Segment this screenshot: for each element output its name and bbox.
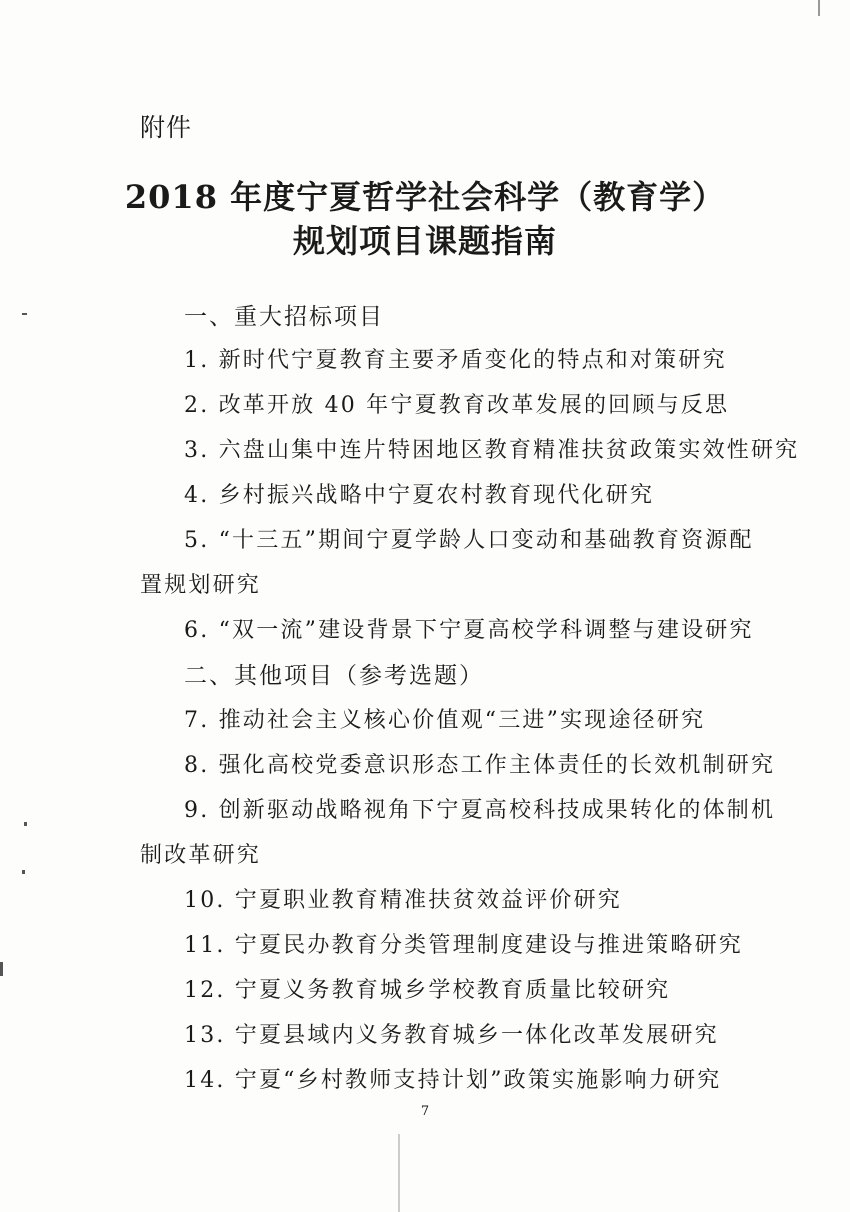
document-title-line-1: 2018 年度宁夏哲学社会科学（教育学） (124, 178, 726, 216)
scan-fold-line (398, 1134, 400, 1212)
document-title-line-2: 规划项目课题指南 (292, 222, 557, 260)
section-heading-other-projects: 二、其他项目（参考选题） (184, 663, 484, 689)
scan-speck (22, 313, 27, 315)
list-item: 3. 六盘山集中连片特困地区教育精准扶贫政策实效性研究 (184, 438, 800, 463)
list-item: 14. 宁夏“乡村教师支持计划”政策实施影响力研究 (184, 1068, 722, 1093)
list-item: 5. “十三五”期间宁夏学龄人口变动和基础教育资源配 (184, 528, 754, 553)
section-heading-major-projects: 一、重大招标项目 (184, 304, 384, 330)
list-item: 8. 强化高校党委意识形态工作主体责任的长效机制研究 (184, 753, 776, 778)
scan-speck (24, 822, 27, 826)
list-item-continuation: 置规划研究 (140, 573, 262, 598)
scan-edge-mark (818, 0, 820, 16)
page-number: 7 (420, 1104, 430, 1119)
list-item: 7. 推动社会主义核心价值观“三进”实现途径研究 (184, 708, 706, 733)
list-item: 12. 宁夏义务教育城乡学校教育质量比较研究 (184, 978, 671, 1003)
scan-edge-mark (0, 962, 3, 976)
list-item: 9. 创新驱动战略视角下宁夏高校科技成果转化的体制机 (184, 798, 776, 823)
list-item: 13. 宁夏县域内义务教育城乡一体化改革发展研究 (184, 1023, 719, 1048)
attachment-label: 附件 (140, 113, 193, 142)
scan-speck (22, 870, 25, 874)
list-item: 10. 宁夏职业教育精准扶贫效益评价研究 (184, 888, 622, 913)
list-item-continuation: 制改革研究 (140, 843, 262, 868)
list-item: 2. 改革开放 40 年宁夏教育改革发展的回顾与反思 (184, 393, 730, 418)
list-item: 6. “双一流”建设背景下宁夏高校学科调整与建设研究 (184, 618, 754, 643)
list-item: 11. 宁夏民办教育分类管理制度建设与推进策略研究 (184, 933, 743, 958)
list-item: 1. 新时代宁夏教育主要矛盾变化的特点和对策研究 (184, 348, 727, 373)
list-item: 4. 乡村振兴战略中宁夏农村教育现代化研究 (184, 483, 655, 508)
